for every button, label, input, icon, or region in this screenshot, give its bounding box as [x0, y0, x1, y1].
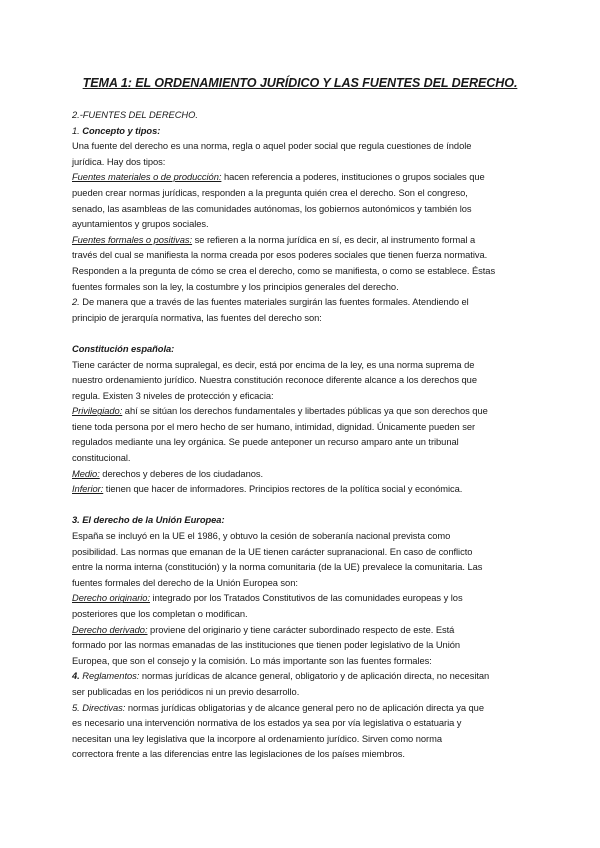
definition-line: [72, 623, 532, 639]
term-text: normas jurídicas obligatorias y de alcance general pero no de aplicación directa ya que: [125, 702, 484, 713]
section-title: El derecho de la Unión Europea:: [79, 515, 225, 526]
paragraph-line: Una fuente del derecho es una norma, regla o aquel poder social que regula cuestiones de índole: [72, 141, 472, 152]
term-text: integrado por los Tratados Constitutivos de las comunidades europeas y los: [150, 593, 463, 604]
term-text: derechos y deberes de los ciudadanos.: [99, 468, 264, 479]
paragraph-line: regula. Existen 3 niveles de protección y eficacia:: [72, 390, 274, 401]
definition-line: [72, 170, 532, 186]
definition-line: [72, 233, 532, 249]
paragraph-line: través del cual se manifiesta la norma creada por esos poderes sociales que tienen fuerza normativa.: [72, 250, 488, 261]
term-label: Inferior:: [72, 484, 104, 495]
item-text: De manera que a través de las fuentes materiales surgirán las fuentes formales. Atendiendo el: [79, 297, 469, 308]
definition-line: [72, 467, 532, 483]
paragraph-line: fuentes formales son la ley, la costumbre y los principios generales del derecho.: [72, 281, 399, 292]
item-number: 5.: [72, 702, 80, 713]
document-body: [72, 108, 532, 763]
definition-line: [72, 404, 532, 420]
paragraph-line: nuestro ordenamiento jurídico. Nuestra constitución reconoce diferente alcance a los derechos que: [72, 375, 477, 386]
subsection-number: 1.: [72, 125, 80, 136]
document-title: TEMA 1: EL ORDENAMIENTO JURÍDICO Y LAS FUENTES DEL DERECHO.: [82, 76, 518, 90]
paragraph-line: necesitan una ley legislativa que la incorpore al ordenamiento jurídico. Sirven como norma: [72, 733, 442, 744]
paragraph-line: senado, las asambleas de las comunidades autónomas, los gobiernos autonómicos y también los: [72, 203, 472, 214]
paragraph-line: correctora frente a las diferencias entre las legislaciones de los países miembros.: [72, 749, 405, 760]
term-label: Fuentes materiales o de producción:: [72, 172, 222, 183]
paragraph-line: fuentes formales del derecho de la Unión Europea son:: [72, 577, 298, 588]
paragraph-line: España se incluyó en la UE el 1986, y obtuvo la cesión de soberanía nacional prevista como: [72, 531, 451, 542]
paragraph-line: ser publicadas en los periódicos ni un previo desarrollo.: [72, 686, 300, 697]
paragraph-line: posibilidad. Las normas que emanan de la UE tienen carácter supranacional. En caso de conflicto: [72, 546, 473, 557]
paragraph-line: Responden a la pregunta de cómo se crea el derecho, como se manifiesta, o como se establece. Éstas: [72, 265, 496, 276]
paragraph-line: principio de jerarquía normativa, las fuentes del derecho son:: [72, 312, 322, 323]
definition-line: [72, 591, 532, 607]
term-label: Derecho originario:: [72, 593, 150, 604]
term-text: tienen que hacer de informadores. Principios rectores de la política social y económica.: [103, 484, 463, 495]
paragraph-line: Tiene carácter de norma supralegal, es decir, está por encima de la ley, es una norma suprema de: [72, 359, 475, 370]
section-heading: [72, 513, 532, 529]
paragraph-line: constitucional.: [72, 453, 131, 464]
paragraph-line: ayuntamientos y grupos sociales.: [72, 219, 209, 230]
term-text: ahí se sitúan los derechos fundamentales y libertades públicas ya que son derechos que: [122, 406, 488, 417]
paragraph-line: es necesario una intervención normativa de los estados ya sea por vía legislativa o estatuaria y: [72, 718, 462, 729]
section-number: 3.: [72, 515, 80, 526]
term-label: Privilegiado:: [72, 406, 123, 417]
paragraph-line: regulados mediante una ley orgánica. Se puede anteponer un recurso amparo ante un tribunal: [72, 437, 459, 448]
term-label: Directivas:: [79, 702, 126, 713]
paragraph-line: formado por las normas emanadas de las instituciones que tienen poder legislativo de la Unión: [72, 640, 461, 651]
spacer: [72, 498, 532, 514]
item-number: 2.: [72, 297, 80, 308]
item-number: 4.: [72, 671, 80, 682]
term-label: Fuentes formales o positivas:: [72, 234, 193, 245]
paragraph-line: Europea, que son el consejo y la comisión. Lo más importante son las fuentes formales:: [72, 655, 432, 666]
paragraph-line: jurídica. Hay dos tipos:: [72, 156, 166, 167]
paragraph-line: entre la norma interna (constitución) y la norma comunitaria (de la UE) prevalece la comunitaria. Las: [72, 562, 483, 573]
section-heading: 2.-FUENTES DEL DERECHO.: [72, 110, 198, 120]
spacer: [72, 326, 532, 342]
section-heading: Constitución española:: [72, 343, 175, 354]
term-text: se refieren a la norma jurídica en sí, es decir, al instrumento formal a: [192, 234, 476, 245]
paragraph-line: [72, 295, 532, 311]
paragraph-line: pueden crear normas jurídicas, responden a la pregunta quién crea el derecho. Son el congreso,: [72, 187, 468, 198]
paragraph-line: posteriores que los completan o modifican.: [72, 609, 248, 619]
term-label: Derecho derivado:: [72, 624, 148, 635]
term-text: normas jurídicas de alcance general, obligatorio y de aplicación directa, no necesitan: [139, 671, 490, 682]
definition-line: [72, 669, 532, 685]
definition-line: [72, 701, 532, 717]
subsection-heading: [72, 124, 532, 140]
term-text: proviene del originario y tiene carácter subordinado respecto de este. Está: [147, 624, 455, 635]
definition-line: [72, 482, 532, 498]
paragraph-line: tiene toda persona por el mero hecho de ser humano, intimidad, dignidad. Únicamente pueden ser: [72, 421, 476, 432]
term-text: hacen referencia a poderes, instituciones o grupos sociales que: [221, 172, 485, 183]
subsection-title: Concepto y tipos:: [79, 125, 161, 136]
term-label: Medio:: [72, 468, 100, 479]
term-label: Reglamentos:: [79, 671, 140, 682]
